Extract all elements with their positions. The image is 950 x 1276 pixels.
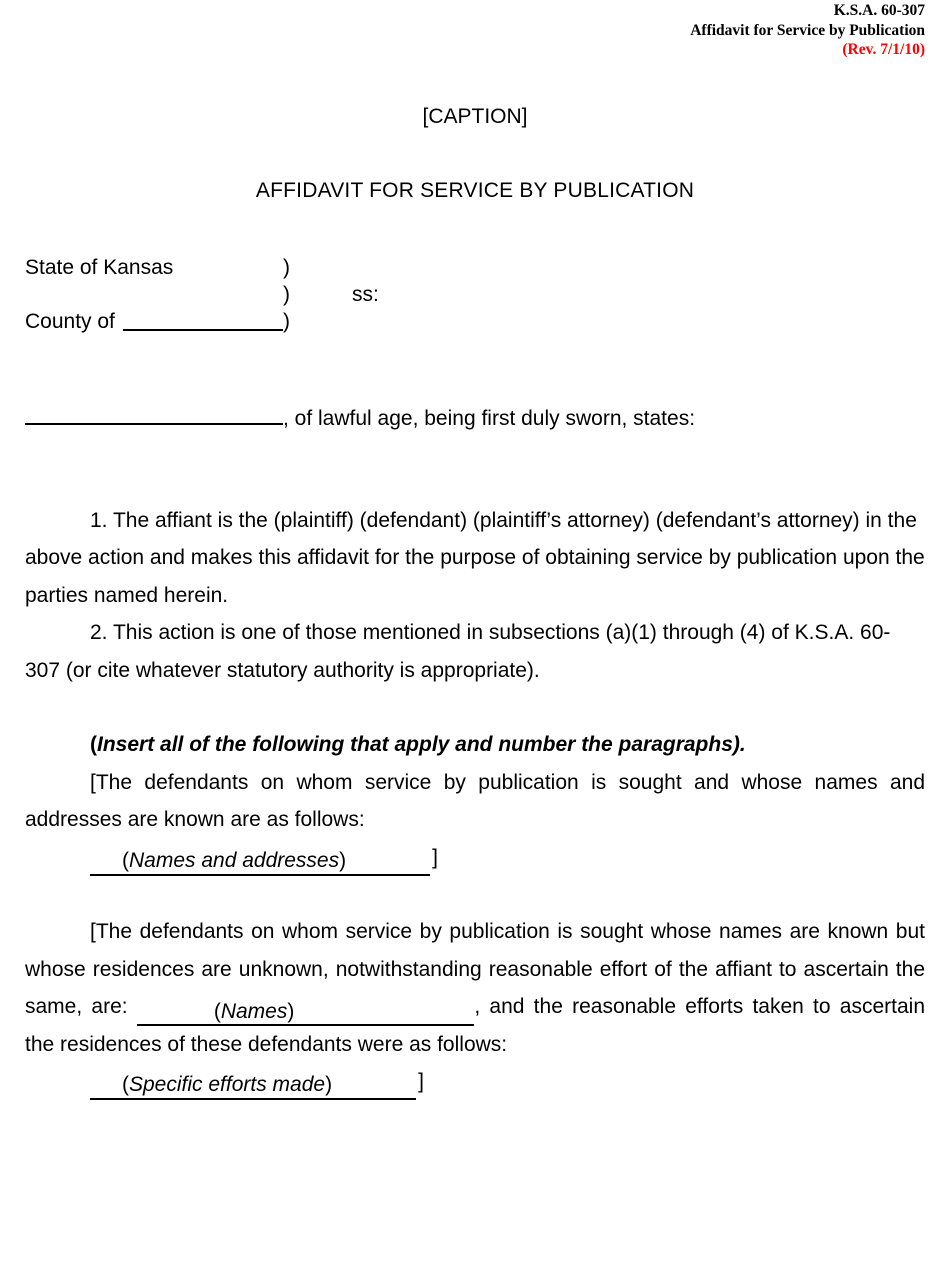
efforts-slot-label: Specific efforts made	[129, 1073, 326, 1097]
inline-slot-close-paren: )	[287, 999, 295, 1023]
venue-paren-top: )	[283, 256, 290, 279]
paragraph-1: 1. The affiant is the (plaintiff) (defendant) (plaintiff’s attorney) (defendant’s attorney) in the above action and makes this affidavit for the purpose of obtaining service by publication upon the parties named herein.	[25, 509, 925, 607]
unknown-residences-paragraph	[25, 913, 925, 1063]
efforts-slot-close-paren: )	[325, 1073, 333, 1097]
inline-slot-open-paren: (	[213, 999, 221, 1023]
specific-efforts-made-slot[interactable]	[90, 1072, 416, 1100]
efforts-slot-open-paren: (	[122, 1073, 129, 1097]
document-body	[25, 502, 925, 1100]
slot-open-paren: (	[122, 849, 129, 873]
insert-instruction	[25, 726, 925, 763]
header-statute-number: K.S.A. 60-307	[833, 2, 925, 19]
known-addresses-paragraph: [The defendants on whom service by publication is sought and whose names and addresses are known are as follows:	[25, 770, 925, 832]
unknown-residences-text-part1: [The defendants on whom service by publication is sought whose names are known but whose residences are unknown, notwithstanding reasonable effort of the affiant to ascertain the same, are:	[25, 920, 925, 1019]
venue-state-label: State of Kansas	[25, 256, 174, 279]
specific-efforts-slot-line	[25, 1063, 925, 1100]
known-addresses-close-bracket: ]	[432, 845, 438, 869]
document-header	[690, 1, 925, 60]
inline-slot-label-names: Names	[220, 999, 288, 1023]
header-revision-date: (Rev. 7/1/10)	[842, 41, 925, 58]
body-spacer-1	[25, 689, 925, 726]
specific-efforts-close-bracket: ]	[418, 1070, 424, 1094]
venue-county-label: County of	[25, 310, 115, 333]
instruction-italic-text: Insert all of the following that apply and number the paragraphs).	[97, 733, 746, 757]
page-title: AFFIDAVIT FOR SERVICE BY PUBLICATION	[255, 179, 695, 202]
slot-close-paren: )	[339, 849, 347, 873]
affiant-name-blank[interactable]	[25, 404, 283, 425]
body-spacer-2	[25, 876, 925, 913]
paragraph-2: 2. This action is one of those mentioned in subsections (a)(1) through (4) of K.S.A. 60-307 (or cite whatever statutory authority is appropriate).	[25, 621, 891, 682]
header-form-title: Affidavit for Service by Publication	[690, 21, 925, 39]
instruction-open-paren: (	[90, 733, 97, 757]
affiant-line-text: , of lawful age, being first duly sworn, states:	[283, 407, 696, 430]
venue-ss-label: ss:	[352, 283, 379, 306]
venue-paren-middle: )	[283, 283, 290, 306]
affiant-name-line	[25, 404, 695, 432]
caption-placeholder: [CAPTION]	[422, 105, 528, 128]
names-and-addresses-slot[interactable]	[90, 848, 430, 876]
known-addresses-slot-line	[25, 839, 925, 876]
names-inline-slot[interactable]	[137, 999, 475, 1026]
unknown-residences-text-part2: , and the reasonable efforts taken to ascertain the residences of these defendants were as follows:	[25, 995, 925, 1056]
venue-paren-bottom: )	[283, 310, 290, 333]
county-fill-in-blank[interactable]	[123, 308, 283, 331]
slot-label-names-and-addresses: Names and addresses	[129, 849, 340, 873]
